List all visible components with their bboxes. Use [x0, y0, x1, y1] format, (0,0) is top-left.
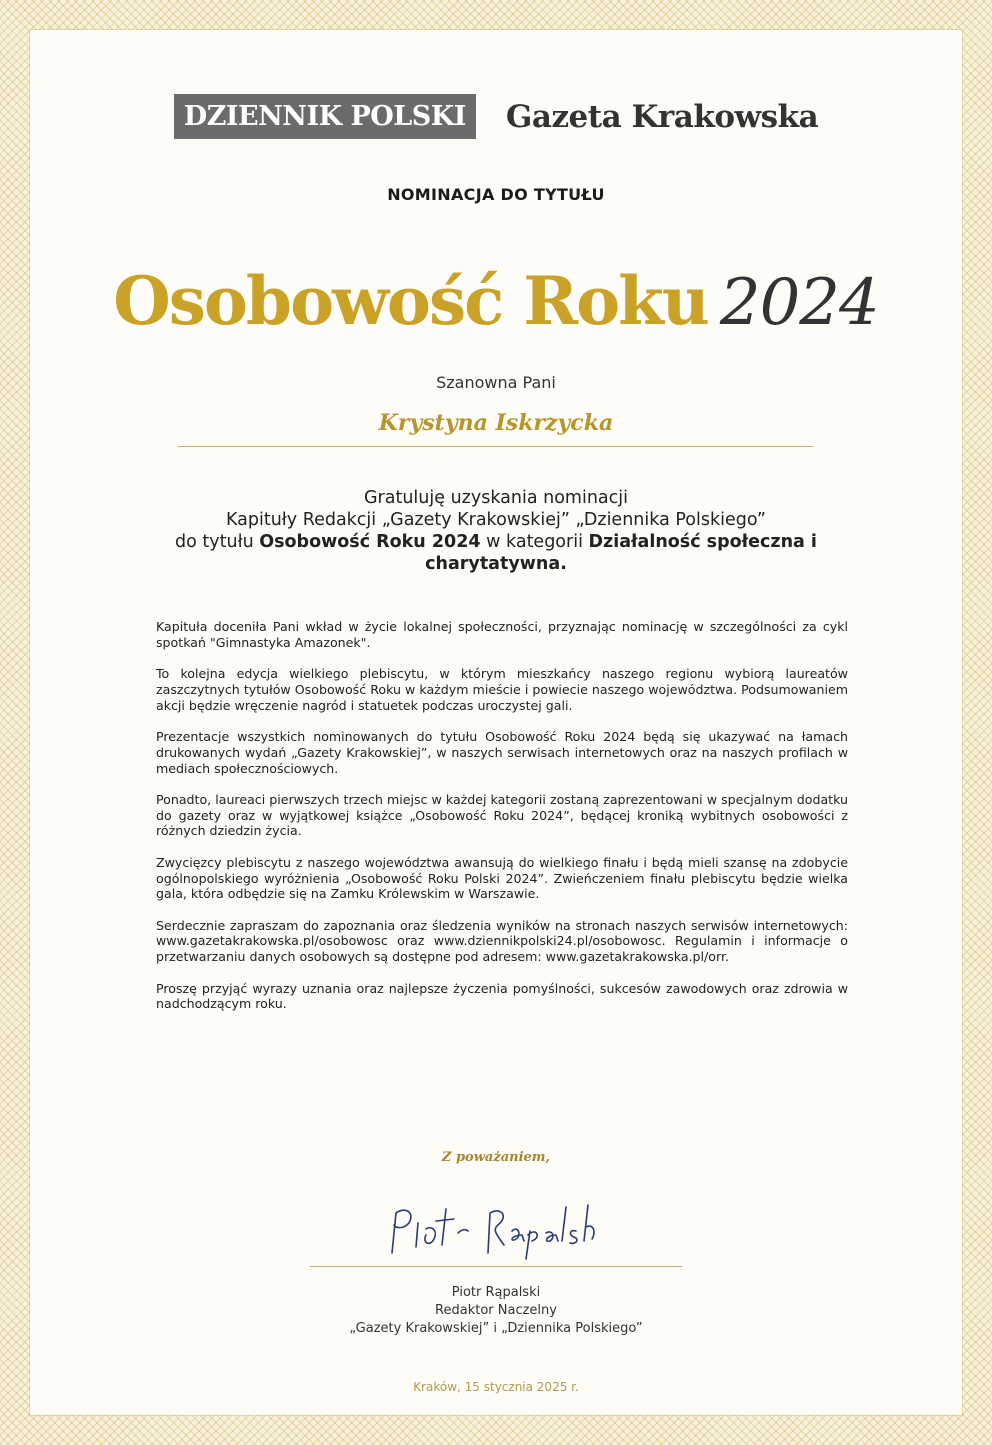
nomination-label: NOMINACJA DO TYTUŁU — [387, 185, 605, 204]
divider — [178, 446, 813, 447]
signature-line — [310, 1266, 682, 1267]
signer-block — [0, 1284, 992, 1338]
body-paragraph: Proszę przyjąć wyrazy uznania oraz najlepsze życzenia pomyślności, sukcesów zawodowych oraz zdrowia w nadchodzącym roku. — [156, 980, 848, 1012]
intro-award-name: Osobowość Roku 2024 — [259, 532, 481, 552]
letter-body — [156, 619, 848, 1028]
place-date: Kraków, 15 stycznia 2025 r. — [413, 1380, 579, 1394]
award-title-main: Osobowość Roku — [113, 262, 708, 340]
handwritten-signature — [370, 1195, 630, 1265]
award-title-year: 2024 — [719, 266, 879, 340]
signer-organization: „Gazety Krakowskiej” i „Dziennika Polskiego” — [349, 1321, 643, 1336]
body-paragraph: To kolejna edycja wielkiego plebiscytu, w którym mieszkańcy naszego regionu wybiorą laureatów zaszczytnych tytułów Osobowość Roku w każdym mieście i powiecie naszego województwa. Podsumowaniem akcji będzie wręczenie nagród i statuetek podczas uroczystej gali. — [156, 666, 848, 713]
signer-name: Piotr Rąpalski — [451, 1285, 541, 1300]
body-paragraph: Kapituła doceniła Pani wkład w życie lokalnej społeczności, przyznając nominację w szczególności za cykl spotkań "Gimnastyka Amazonek". — [156, 619, 848, 650]
publisher-logos — [0, 94, 992, 139]
award-title — [0, 262, 992, 340]
body-paragraph: Serdecznie zapraszam do zapoznania oraz śledzenia wyników na stronach naszych serwisów internetowych: www.gazetakrakowska.pl/osobowosc oraz www.dziennikpolski24.pl/osobowosc. Regulamin i informacje o przetwarzaniu danych osobowych są dostępne pod adresem: www.gazetakrakowska.pl/orr. — [156, 917, 848, 965]
recipient-name: Krystyna Iskrzycka — [378, 410, 614, 436]
intro-text: do tytułu — [175, 532, 260, 552]
intro-line-1: Gratuluję uzyskania nominacji — [364, 488, 628, 508]
body-paragraph: Ponadto, laureaci pierwszych trzech miejsc w każdej kategorii zostaną zaprezentowani w specjalnym dodatku do gazety oraz w wyjątkowej książce „Osobowość Roku 2024”, będącej kroniką wybitnych osobowości z różnych dziedzin życia. — [156, 791, 848, 839]
intro-text: w kategorii — [480, 532, 589, 552]
congratulation-intro — [150, 487, 842, 575]
intro-line-3 — [150, 531, 842, 575]
gazeta-krakowska-logo: Gazeta Krakowska — [505, 98, 819, 135]
body-paragraph: Zwycięzcy plebiscytu z naszego województwa awansują do wielkiego finału i będą mieli szansę na zdobycie ogólnopolskiego wyróżnienia „Osobowość Roku Polski 2024”. Zwieńczeniem finału plebiscytu będzie wielka gala, która odbędzie się na Zamku Królewskim w Warszawie. — [156, 854, 848, 902]
intro-category: Działalność społeczna i charytatywna. — [425, 532, 817, 574]
closing-regards: Z poważaniem, — [441, 1150, 551, 1165]
body-paragraph: Prezentacje wszystkich nominowanych do tytułu Osobowość Roku 2024 będą się ukazywać na łamach drukowanych wydań „Gazety Krakowskiej”, w naszych serwisach internetowych oraz na naszych profilach w mediach społecznościowych. — [156, 728, 848, 776]
dziennik-polski-logo: DZIENNIK POLSKI — [174, 94, 476, 139]
signer-role: Redaktor Naczelny — [435, 1303, 557, 1318]
salutation: Szanowna Pani — [436, 373, 556, 392]
intro-line-2: Kapituły Redakcji „Gazety Krakowskiej” „Dziennika Polskiego” — [225, 510, 766, 530]
